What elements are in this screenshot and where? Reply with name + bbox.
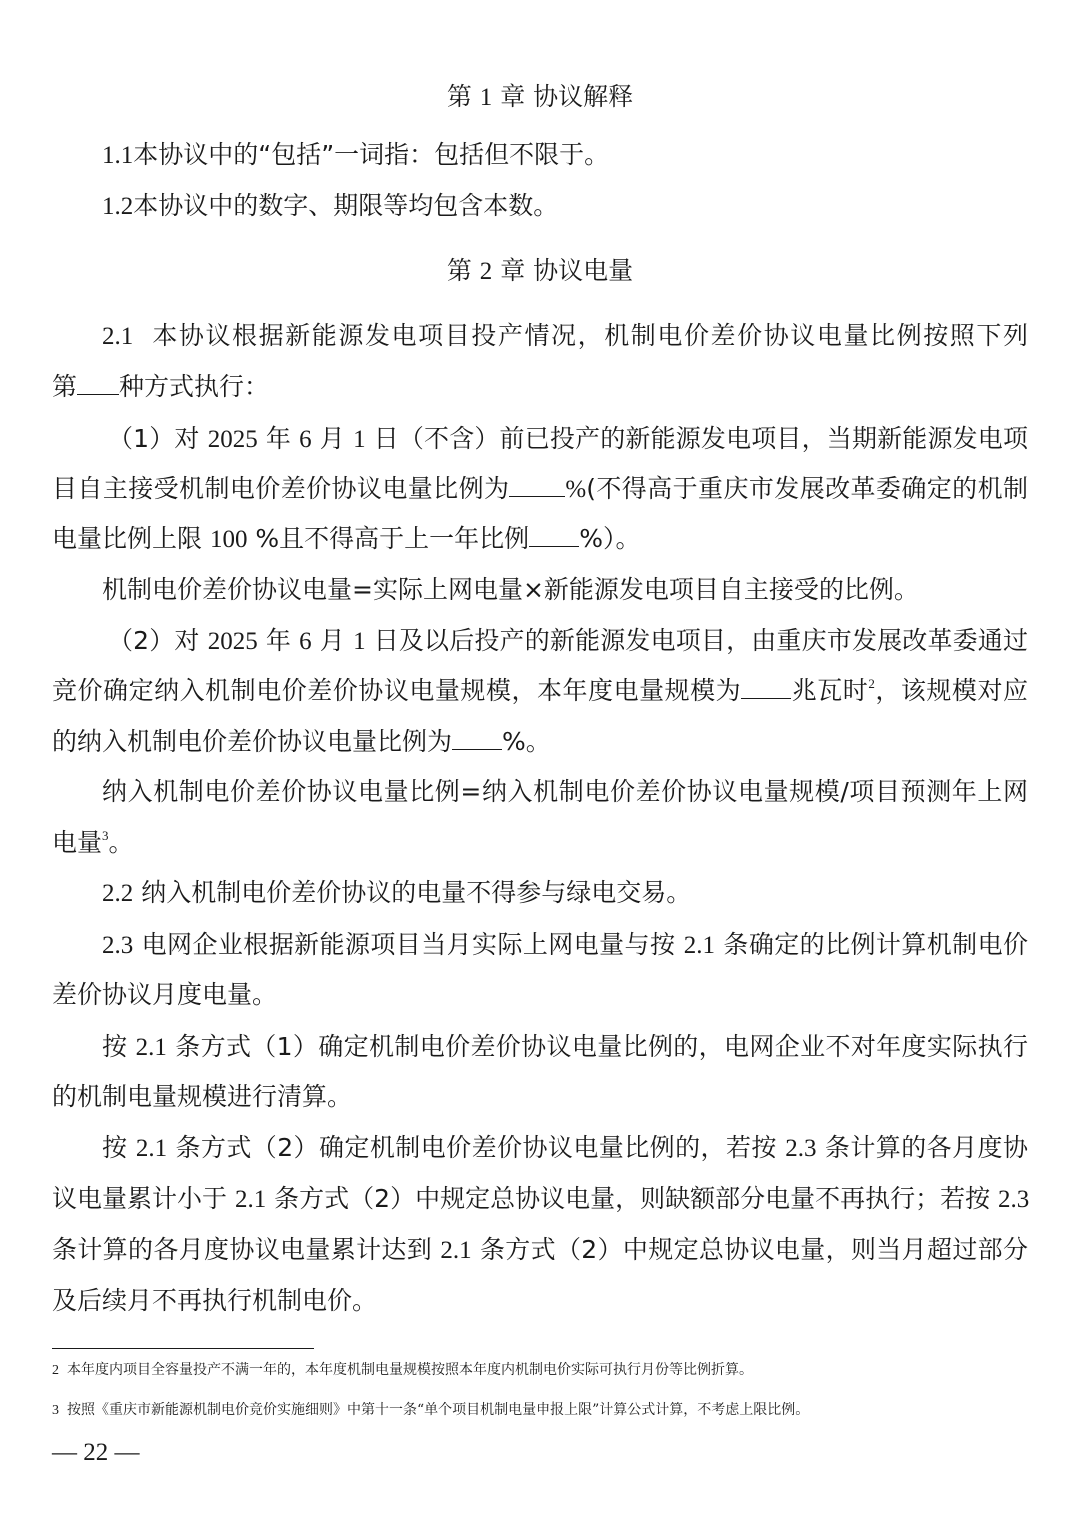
clause-2-3-line-1: 2.3 电网企业根据新能源项目当月实际上网电量与按 2.1 条确定的比例计算机制电价	[102, 930, 1028, 959]
formula-2-line-2: 电量$^3$。	[52, 828, 134, 857]
formula-1: 机制电价差价协议电量=实际上网电量×新能源发电项目自主接受的比例。	[102, 575, 919, 604]
chapter-1-title: 第 1 章 协议解释	[446, 82, 634, 111]
clause-2-3-para-b-line-2: 议电量累计小于 2.1 条方式（2）中规定总协议电量，则缺额部分电量不再执行；若按 2.3	[52, 1184, 1030, 1213]
method-blank[interactable]	[77, 372, 119, 395]
method-2-line-1: （2）对 2025 年 6 月 1 日及以后投产的新能源发电项目，由重庆市发展改革委通过	[108, 626, 1028, 655]
footnote-ref-3: 3	[102, 828, 109, 843]
clause-1-2: 1.2本协议中的数字、期限等均包含本数。	[102, 191, 559, 220]
method-2-line-3: 的纳入机制电价差价协议电量比例为 %。	[52, 727, 551, 756]
footnote-ref-2: 2	[868, 676, 875, 691]
formula-2-line-1: 纳入机制电价差价协议电量比例=纳入机制电价差价协议电量规模/项目预测年上网	[102, 777, 1028, 806]
clause-2-3-para-a-line-1: 按 2.1 条方式（1）确定机制电价差价协议电量比例的，电网企业不对年度实际执行	[102, 1032, 1028, 1061]
clause-2-3-para-b-line-4: 及后续月不再执行机制电价。	[52, 1286, 378, 1315]
clause-2-3-para-b-line-1: 按 2.1 条方式（2）确定机制电价差价协议电量比例的，若按 2.3 条计算的各月度协	[102, 1133, 1028, 1162]
method-1-line-1: （1）对 2025 年 6 月 1 日（不含）前已投产的新能源发电项目，当期新能源发电项	[108, 424, 1028, 453]
scale-blank[interactable]	[741, 676, 791, 699]
footnote-3: 3 按照《重庆市新能源机制电价竞价实施细则》中第十一条“单个项目机制电量申报上限”计算公式计算，不考虑上限比例。	[52, 1402, 810, 1418]
clause-2-3-para-b-line-3: 条计算的各月度协议电量累计达到 2.1 条方式（2）中规定总协议电量，则当月超过部分	[52, 1235, 1028, 1264]
method-2-line-2: 竞价确定纳入机制电价差价协议电量规模，本年度电量规模为 兆瓦时$^2$，该规模对应	[52, 676, 1028, 705]
footnote-2: 2 本年度内项目全容量投产不满一年的，本年度机制电量规模按照本年度内机制电价实际可执行月份等比例折算。	[52, 1362, 753, 1378]
clause-2-1-line-1: 2.1 本协议根据新能源发电项目投产情况，机制电价差价协议电量比例按照下列	[102, 321, 1028, 350]
included-ratio-blank[interactable]	[452, 727, 502, 750]
clause-2-2: 2.2 纳入机制电价差价协议的电量不得参与绿电交易。	[102, 878, 692, 907]
clause-1-1: 1.1本协议中的“包括”一词指：包括但不限于。	[102, 140, 610, 169]
clause-2-3-line-2: 差价协议月度电量。	[52, 980, 278, 1009]
method-1-line-2: 目自主接受机制电价差价协议电量比例为 %(不得高于重庆市发展改革委确定的机制	[52, 474, 1028, 503]
footnote-separator	[52, 1348, 314, 1349]
method-1-line-3: 电量比例上限 100 %且不得高于上一年比例 %）。	[52, 524, 641, 553]
chapter-2-title: 第 2 章 协议电量	[446, 256, 634, 285]
clause-2-1-line-2: 第 种方式执行：	[52, 372, 270, 401]
page-number: — 22 —	[52, 1439, 140, 1466]
prev-year-ratio-blank[interactable]	[529, 524, 579, 547]
ratio-blank[interactable]	[509, 474, 565, 497]
clause-2-3-para-a-line-2: 的机制电量规模进行清算。	[52, 1082, 353, 1111]
